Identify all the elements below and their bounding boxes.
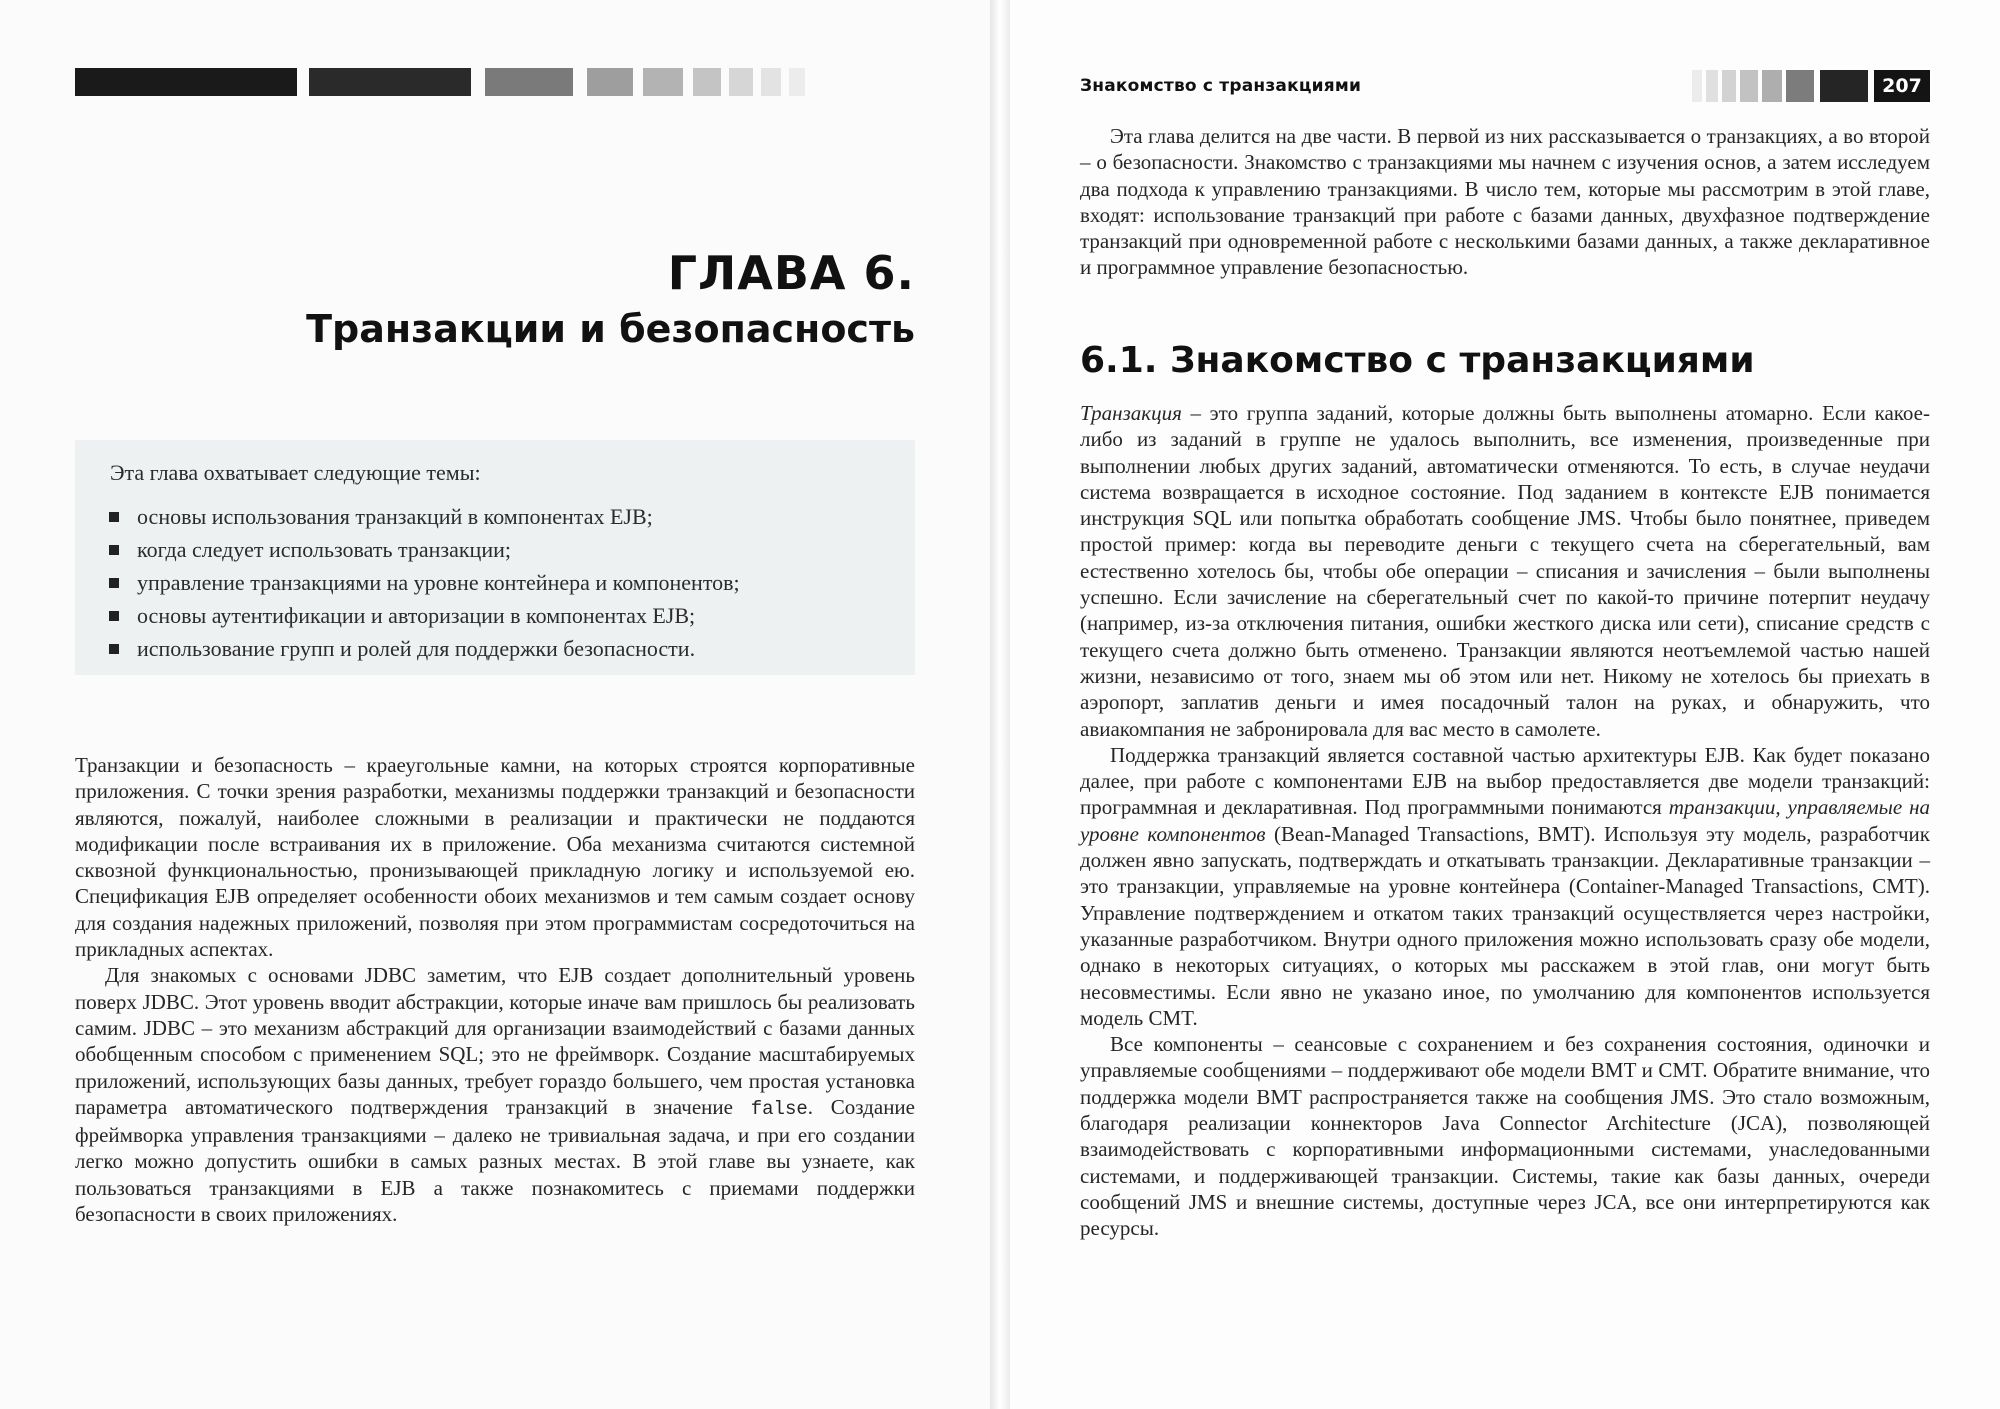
topics-list <box>105 500 740 665</box>
list-item: основы аутентификации и авторизации в компонентах EJB; <box>105 599 740 632</box>
inline-code: false <box>750 1097 808 1120</box>
square-bullet-icon <box>109 578 119 588</box>
book-gutter <box>990 0 1010 1409</box>
list-item: управление транзакциями на уровне контейнера и компонентов; <box>105 566 740 599</box>
list-item: использование групп и ролей для поддержки безопасности. <box>105 632 740 665</box>
square-bullet-icon <box>109 545 119 555</box>
list-item: основы использования транзакций в компонентах EJB; <box>105 500 740 533</box>
running-title: Знакомство с транзакциями <box>1080 76 1362 96</box>
term: транзакции, управляемые на уровне компонентов <box>1080 795 1930 846</box>
paragraph: Транзакции и безопасность – краеугольные камни, на которых строятся корпоративные приложения. С точки зрения разработки, механизмы поддержки транзакций и безопасности являются, пожалуй, наиболее сложными в реализации и практически не поддаются модификации после встраивания их в приложение. Оба механизма считаются системной сквозной функциональностью, пронизывающей прикладную логику и используемой ею. Спецификация EJB определяет особенности обоих механизмов и тем самым создает основу для создания надежных приложений, позволяя при этом программистам сосредоточиться на прикладных аспектах. <box>75 753 915 962</box>
right-page <box>1010 0 2000 1409</box>
term: Транзакция <box>1080 401 1182 425</box>
chapter-heading <box>150 245 915 357</box>
right-intro-text <box>1080 123 1930 281</box>
chapter-number: ГЛАВА 6. <box>667 246 915 300</box>
chapter-topics-box <box>75 440 915 675</box>
paragraph: Транзакция – это группа заданий, которые должны быть выполнены атомарно. Если какое-либо из заданий в группе не удалось выполнить, все изменения, произведенные при выполнении любых других заданий, автоматически отменяются. То есть, в случае неудачи система возвращается в исходное состояние. Под заданием в контексте EJB понимается инструкция SQL или попытка обработать сообщение JMS. Чтобы было понятнее, приведем простой пример: когда вы переводите деньги с текущего счета на сберегательный, вам естественно хотелось бы, чтобы обе операции – списания и зачисления – были выполнены успешно. Если зачисление на сберегательный счет по какой-то причине потерпит неудачу (например, из-за отключения питания, ошибки жесткого диска или сети), списание средств с текущего счета должно быть отменено. Транзакции являются неотъемлемой частью нашей жизни, независимо от того, знаем мы об этом или нет. Никому не хотелось бы приехать в аэропорт, заплатив деньги и имея посадочный талон на руках, и обнаружить, что авиакомпания не забронировала для вас место в самолете. <box>1080 401 1930 741</box>
square-bullet-icon <box>109 512 119 522</box>
section-title: 6.1. Знакомство с транзакциями <box>1080 340 1755 381</box>
chapter-title: Транзакции и безопасность <box>306 307 915 351</box>
left-page <box>0 0 990 1409</box>
paragraph: Поддержка транзакций является составной частью архитектуры EJB. Как будет показано далее, при работе с компонентами EJB на выбор предоставляется две модели транзакций: программная и декларативная. Под программными понимаются транзакции, управляемые на уровне компонентов (Bean-Managed Transactions, BMT). Используя эту модель, разработчик должен явно запускать, подтверждать и откатывать транзакции. Декларативные транзакции – это транзакции, управляемые на уровне контейнера (Container-Managed Transactions, CMT). Управление подтверждением и откатом таких транзакций осуществляется через настройки, указанные разработчиком. Внутри одного приложения можно использовать сразу обе модели, однако в некоторых ситуациях, о которых мы расскажем в этой глав, они могут быть несовместимы. Если явно не указано иное, по умолчанию для компонентов используется модель CMT. <box>1080 742 1930 1030</box>
paragraph: Для знакомых с основами JDBC заметим, что EJB создает дополнительный уровень поверх JDBC. Этот уровень вводит абстракции, которые иначе вам пришлось бы реализовать самим. JDBC – это механизм абстракций для организации взаимодействий с базами данных обобщенным способом с применением SQL; это не фреймворк. Создание масштабируемых приложений, использующих базы данных, требует гораздо большего, чем простая установка параметра автоматического подтверждения транзакций в значение false. Создание фреймворка управления транзакциями – далеко не тривиальная задача, и при его создании легко можно допустить ошибки в самых разных местах. В этой главе вы узнаете, как пользоваться транзакциями в EJB а также познакомитесь с приемами поддержки безопасности в своих приложениях. <box>75 963 915 1227</box>
running-header <box>1080 70 1930 102</box>
paragraph: Все компоненты – сеансовые с сохранением и без сохранения состояния, одиночки и управляемые сообщениями – поддерживают обе модели BMT и CMT. Обратите внимание, что поддержка модели BMT распространяется также на сообщения JMS. Это стало возможным, благодаря реализации коннекторов Java Connector Architecture (JCA), позволяющей взаимодействовать с корпоративными информационными системами, унаследованными системами, и поддерживающей транзакции. Системы, такие как базы данных, очереди сообщений JMS и внешние системы, доступные через JCA, все они интерпретируются как ресурсы. <box>1080 1032 1930 1241</box>
page-number: 207 <box>1874 70 1930 102</box>
header-decor-bar <box>75 68 915 96</box>
left-body-text <box>75 752 915 1227</box>
right-body-text <box>1080 400 1930 1242</box>
paragraph: Эта глава делится на две части. В первой из них рассказывается о транзакциях, а во второй – о безопасности. Знакомство с транзакциями мы начнем с изучения основ, а затем исследуем два подхода к управлению транзакциями. В число тем, которые мы рассмотрим в этой главе, входят: использование транзакций при работе с базами данных, двухфазное подтверждение транзакций при одновременной работе с несколькими базами данных, а также декларативное и программное управление безопасностью. <box>1080 124 1930 280</box>
square-bullet-icon <box>109 644 119 654</box>
topics-intro: Эта глава охватывает следующие темы: <box>110 460 481 485</box>
list-item: когда следует использовать транзакции; <box>105 533 740 566</box>
square-bullet-icon <box>109 611 119 621</box>
